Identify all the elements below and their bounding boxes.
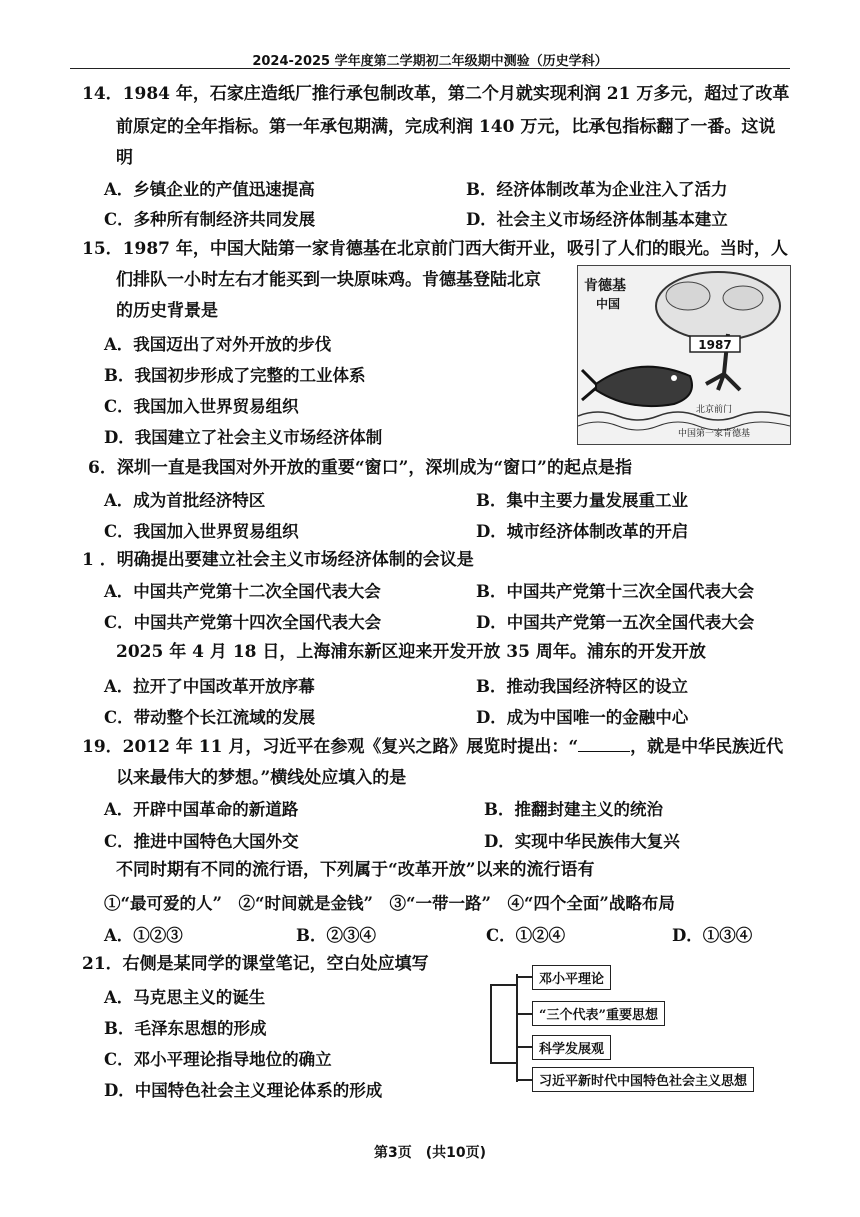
q14-option-a: A．乡镇企业的产值迅速提高 xyxy=(104,180,315,199)
q20-stem: 不同时期有不同的流行语，下列属于“改革开放”以来的流行语有 xyxy=(116,860,595,880)
q19-option-c: C．推进中国特色大国外交 xyxy=(104,832,299,851)
q15-option-c: C．我国加入世界贸易组织 xyxy=(104,397,299,416)
q20-option-c: C．①②④ xyxy=(486,926,566,945)
notes-bracket-left xyxy=(490,984,492,1064)
q19-option-a: A．开辟中国革命的新道路 xyxy=(104,800,299,819)
q15-option-a: A．我国迈出了对外开放的步伐 xyxy=(104,335,332,354)
q14-option-b: B．经济体制改革为企业注入了活力 xyxy=(466,180,728,199)
q17-option-b: B．中国共产党第十三次全国代表大会 xyxy=(476,582,754,601)
q19-fill-blank xyxy=(578,737,630,752)
q14-line2: 前原定的全年指标。第一年承包期满，完成利润 140 万元，比承包指标翻了一番。这说 xyxy=(116,117,776,137)
q19-line1 xyxy=(82,733,783,762)
q15-option-b: B．我国初步形成了完整的工业体系 xyxy=(104,366,366,385)
q20-option-a: A．①②③ xyxy=(104,926,183,945)
q20-option-b: B．②③④ xyxy=(296,926,376,945)
notes-box-xi-thought: 习近平新时代中国特色社会主义思想 xyxy=(532,1067,754,1092)
q21-option-d: D．中国特色社会主义理论体系的形成 xyxy=(104,1081,383,1100)
kfc-cartoon-image xyxy=(577,265,791,445)
header-divider xyxy=(70,68,790,69)
q21-option-b: B．毛泽东思想的形成 xyxy=(104,1019,267,1038)
notes-connector-2 xyxy=(516,1013,532,1015)
q16-stem: 6．深圳一直是我国对外开放的重要“窗口”，深圳成为“窗口”的起点是指 xyxy=(88,458,632,478)
q19-line1-end: ，就是中华民族近代 xyxy=(630,737,784,757)
q14-option-c: C．多种所有制经济共同发展 xyxy=(104,210,316,229)
notes-box-three-represents: “三个代表”重要思想 xyxy=(532,1001,665,1026)
q19-line2: 以来最伟大的梦想。”横线处应填入的是 xyxy=(116,768,407,788)
q18-stem: 2025 年 4 月 18 日，上海浦东新区迎来开发开放 35 周年。浦东的开发开放 xyxy=(116,642,706,662)
kfc-place-text: 北京前门 xyxy=(696,405,733,415)
notes-box-deng: 邓小平理论 xyxy=(532,965,611,990)
q15-line1: 15．1987 年，中国大陆第一家肯德基在北京前门西大街开业，吸引了人们的眼光。当时，人 xyxy=(82,239,788,259)
q14-line3: 明 xyxy=(116,148,133,168)
notes-box-scientific-development: 科学发展观 xyxy=(532,1035,611,1060)
q17-stem: 1 ．明确提出要建立社会主义市场经济体制的会议是 xyxy=(82,550,474,570)
q17-option-d: D．中国共产党第一五次全国代表大会 xyxy=(476,613,755,632)
kfc-caption-text: 中国第一家肯德基 xyxy=(678,429,751,439)
q14-line1: 14．1984 年，石家庄造纸厂推行承包制改革，第二个月就实现利润 21 万多元，超过了改革 xyxy=(82,84,790,104)
notes-spine xyxy=(516,974,518,1082)
kfc-subtitle-text: 中国 xyxy=(596,297,621,311)
notes-bracket-bottom xyxy=(490,1062,516,1064)
q21-option-c: C．邓小平理论指导地位的确立 xyxy=(104,1050,332,1069)
q19-option-b: B．推翻封建主义的统治 xyxy=(484,800,663,819)
notes-connector-4 xyxy=(516,1079,532,1081)
kfc-title-text: 肯德基 xyxy=(584,278,626,294)
q21-option-a: A．马克思主义的诞生 xyxy=(104,988,266,1007)
q21-stem: 21．右侧是某同学的课堂笔记，空白处应填写 xyxy=(82,954,429,974)
q16-option-d: D．城市经济体制改革的开启 xyxy=(476,522,689,541)
q18-option-c: C．带动整个长江流域的发展 xyxy=(104,708,316,727)
kfc-year-label: 1987 xyxy=(698,338,732,352)
q16-option-a: A．成为首批经济特区 xyxy=(104,491,266,510)
q16-option-c: C．我国加入世界贸易组织 xyxy=(104,522,299,541)
q19-line1-start: 19．2012 年 11 月，习近平在参观《复兴之路》展览时提出：“ xyxy=(82,737,579,757)
q15-option-d: D．我国建立了社会主义市场经济体制 xyxy=(104,428,383,447)
q18-option-d: D．成为中国唯一的金融中心 xyxy=(476,708,689,727)
q16-option-b: B．集中主要力量发展重工业 xyxy=(476,491,688,510)
q18-option-a: A．拉开了中国改革开放序幕 xyxy=(104,677,315,696)
page-header: 2024-2025 学年度第二学期初二年级期中测验（历史学科） xyxy=(252,54,608,69)
q19-option-d: D．实现中华民族伟大复兴 xyxy=(484,832,680,851)
q17-option-a: A．中国共产党第十二次全国代表大会 xyxy=(104,582,381,601)
q15-line2: 们排队一小时左右才能买到一块原味鸡。肯德基登陆北京 xyxy=(116,270,541,290)
kfc-cartoon-illustration xyxy=(578,266,790,444)
q20-option-d: D．①③④ xyxy=(672,926,753,945)
q17-option-c: C．中国共产党第十四次全国代表大会 xyxy=(104,613,382,632)
notes-bracket-top xyxy=(490,984,516,986)
notes-connector-3 xyxy=(516,1046,532,1048)
notes-connector-1 xyxy=(516,976,532,978)
q14-option-d: D．社会主义市场经济体制基本建立 xyxy=(466,210,728,229)
page-footer: 第3页 (共10页) xyxy=(373,1145,487,1161)
q20-items: ①“最可爱的人” ②“时间就是金钱” ③“一带一路” ④“四个全面”战略布局 xyxy=(104,894,675,913)
q15-line3: 的历史背景是 xyxy=(116,301,218,321)
q18-option-b: B．推动我国经济特区的设立 xyxy=(476,677,688,696)
